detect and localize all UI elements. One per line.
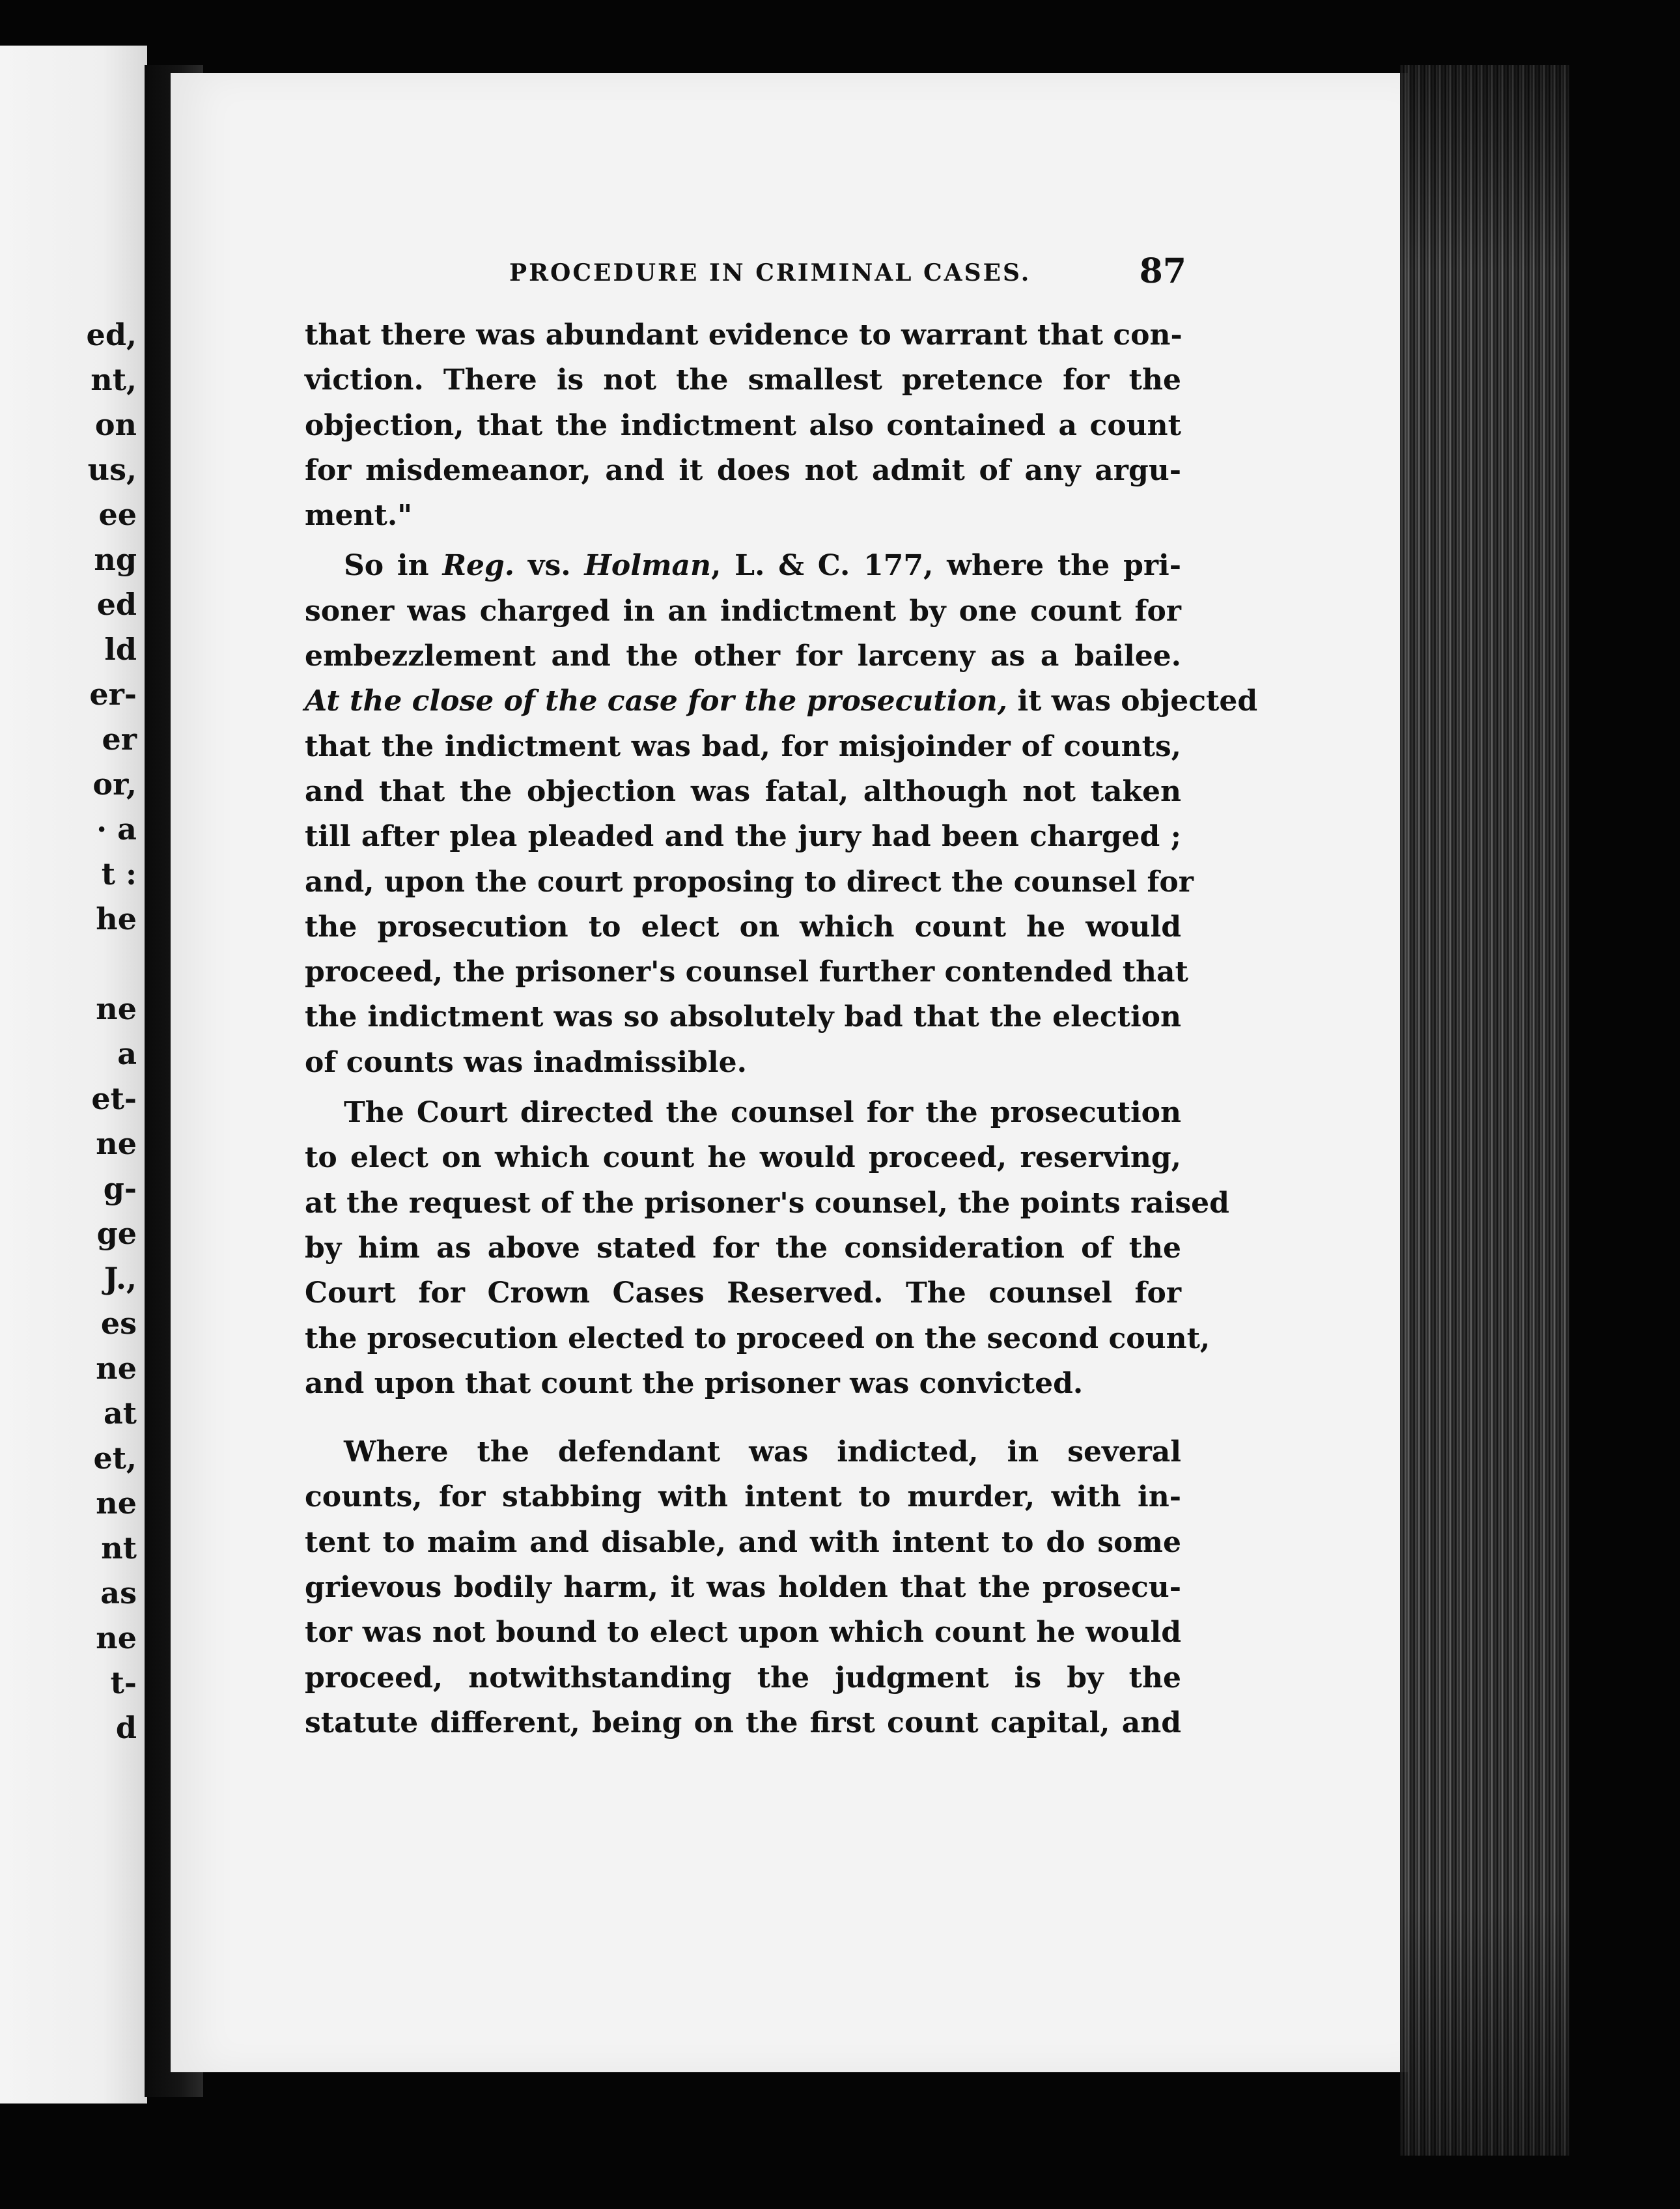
page-number: 87 [1139, 251, 1186, 291]
text-run: it was objected [1007, 684, 1258, 718]
fragment: nt [101, 1530, 137, 1566]
text-line: viction. There is not the smallest pretence for the [305, 363, 1181, 397]
text-line: grievous bodily harm, it was holden that the prosecu- [305, 1571, 1181, 1605]
fragment: t : [101, 856, 137, 892]
text-line: proceed, notwithstanding the judgment is by the [305, 1661, 1181, 1695]
fragment: ng [94, 542, 137, 577]
previous-page-line-fragments [0, 313, 137, 1751]
text-line: proceed, the prisoner's counsel further contended that [305, 955, 1188, 989]
text-line: The Court directed the counsel for the prosecution [344, 1096, 1181, 1130]
text-line: statute different, being on the first count capital, and [305, 1706, 1181, 1739]
fragment: g- [103, 1171, 137, 1206]
text-line: at the request of the prisoner's counsel, the points raised [305, 1186, 1229, 1220]
text-line: by him as above stated for the consideration of the [305, 1231, 1181, 1265]
fragment: J., [104, 1261, 137, 1296]
fragment: on [94, 407, 137, 442]
case-name-holman: Holman [584, 549, 712, 583]
running-title: PROCEDURE IN CRIMINAL CASES. [509, 259, 1031, 287]
text-line: till after plea pleaded and the jury had been charged ; [305, 820, 1181, 854]
fragment: er [102, 722, 137, 757]
fragment [0, 942, 137, 987]
text-line: tor was not bound to elect upon which count he would [305, 1616, 1181, 1650]
fragment: ge [96, 1216, 137, 1251]
fragment: ne [96, 1126, 137, 1161]
paragraph-3 [305, 1090, 1229, 1406]
fragment: ed, [86, 317, 137, 352]
text-line: that there was abundant evidence to warrant that con- [305, 318, 1183, 352]
running-head [509, 251, 1186, 294]
text-line: the indictment was so absolutely bad that the election [305, 1000, 1181, 1034]
text-line: that the indictment was bad, for misjoinder of counts, [305, 729, 1181, 763]
fragment: t- [110, 1665, 137, 1700]
fragment: or, [92, 767, 137, 802]
fragment: ld [104, 632, 137, 667]
page-fore-edge [1400, 65, 1569, 2156]
fragment: at [103, 1396, 137, 1431]
fragment: ne [96, 1620, 137, 1655]
paragraph-gap [305, 538, 1181, 543]
text-line: and upon that count the prisoner was convicted. [305, 1366, 1084, 1400]
text-line: to elect on which count he would proceed, reserving, [305, 1141, 1181, 1175]
text-line: embezzlement and the other for larceny as a bailee. [305, 640, 1181, 673]
previous-page [0, 46, 147, 2103]
text-line: the prosecution elected to proceed on the second count, [305, 1321, 1211, 1355]
section-gap [305, 1406, 1181, 1429]
text-line: the prosecution to elect on which count he would [305, 910, 1181, 944]
italic-phrase: At the close of the case for the prosecution, [305, 684, 1008, 718]
paragraph-1 [305, 313, 1181, 538]
text-line [305, 679, 1258, 724]
fragment: he [96, 901, 137, 936]
fragment: ne [96, 1351, 137, 1386]
page-body [305, 313, 1258, 1745]
text-line: soner was charged in an indictment by one count for [305, 594, 1181, 628]
fragment: · a [96, 811, 137, 847]
text-line [305, 543, 1181, 588]
fragment: a [117, 1036, 137, 1071]
text-run: So in [344, 549, 443, 583]
fragment: d [115, 1710, 137, 1745]
text-line: for misdemeanor, and it does not admit of any argu- [305, 453, 1181, 487]
paragraph-2 [305, 543, 1258, 1085]
text-line: objection, that the indictment also contained a count [305, 408, 1181, 442]
case-name-reg: Reg. [442, 549, 515, 583]
fragment: ed [96, 587, 137, 622]
paragraph-4 [305, 1429, 1181, 1745]
fragment: as [100, 1575, 137, 1611]
text-line: Court for Crown Cases Reserved. The counsel for [305, 1276, 1181, 1310]
fragment: er- [89, 677, 137, 712]
fragment: ne [96, 1485, 137, 1521]
fragment: et- [91, 1081, 137, 1116]
fragment: et, [93, 1441, 137, 1476]
text-run: vs. [514, 549, 585, 583]
fragment: us, [87, 452, 137, 487]
fragment: ne [96, 991, 137, 1026]
text-line: and, upon the court proposing to direct the counsel for [305, 865, 1194, 899]
text-line: and that the objection was fatal, although not taken [305, 774, 1181, 808]
text-line: tent to maim and disable, and with intent to do some [305, 1525, 1181, 1559]
text-line: Where the defendant was indicted, in several [344, 1435, 1181, 1469]
text-line: counts, for stabbing with intent to murder, with in- [305, 1480, 1181, 1514]
text-run: , L. & C. 177, where the pri- [711, 549, 1181, 583]
paragraph-gap [305, 1085, 1181, 1090]
fragment: ee [98, 497, 137, 532]
text-line: ment." [305, 499, 413, 533]
fragment: es [100, 1306, 137, 1341]
text-line: of counts was inadmissible. [305, 1045, 747, 1079]
fragment: nt, [91, 362, 137, 397]
